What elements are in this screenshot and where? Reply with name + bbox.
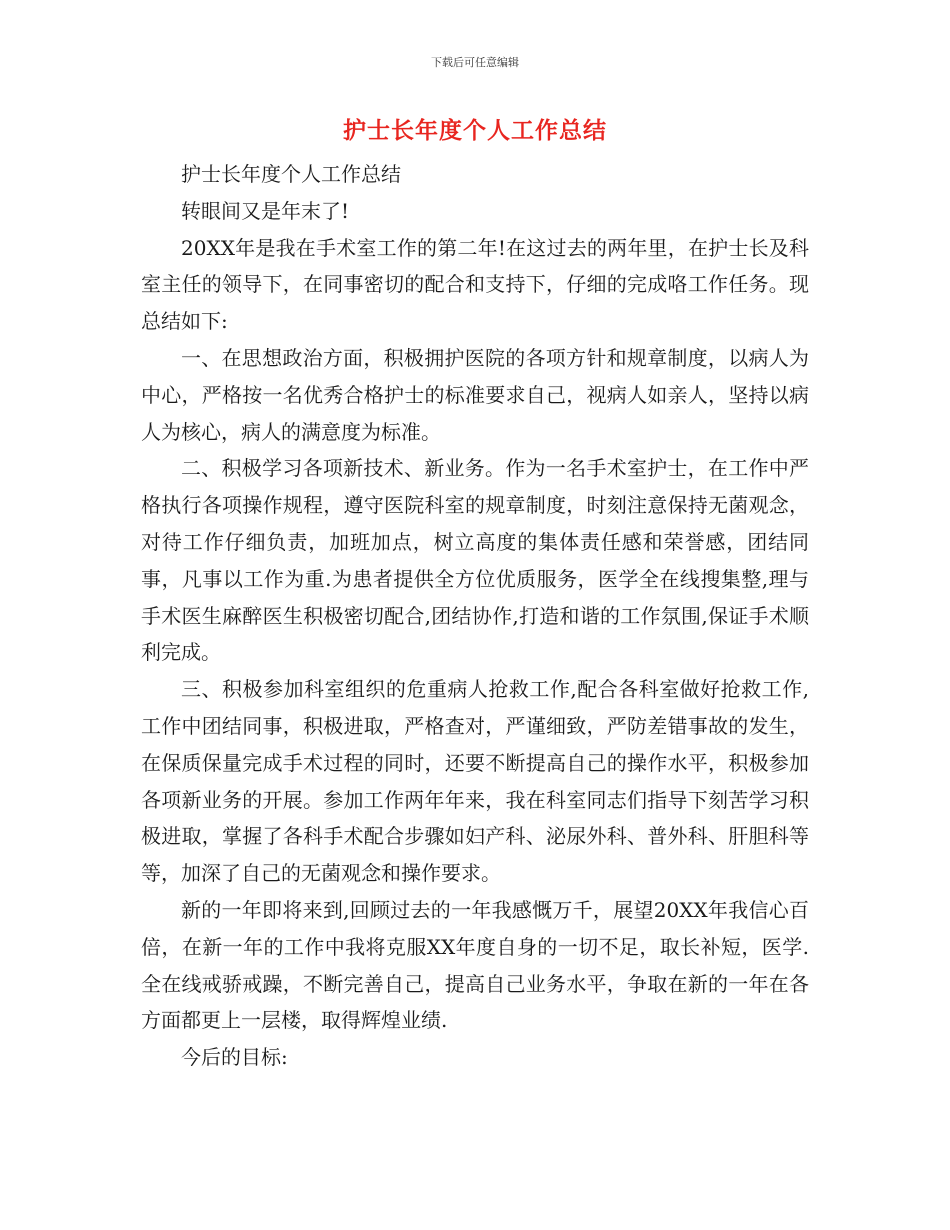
paragraph-section-1: 一、在思想政治方面，积极拥护医院的各项方针和规章制度，以病人为中心，严格按一名优秀合格护士的标准要求自己，视病人如亲人，坚持以病人为核心，病人的满意度为标准。 [141,345,809,444]
download-note: 下载后可任意编辑 [431,56,519,69]
document-body [141,156,809,1076]
document-title: 护士长年度个人工作总结 [343,118,607,144]
paragraph-section-3: 三、积极参加科室组织的危重病人抢救工作,配合各科室做好抢救工作,工作中团结同事，积极进取，严格查对，严谨细致，严防差错事故的发生，在保质保量完成手术过程的同时，还要不断提高自己的操作水平，积极参加各项新业务的开展。参加工作两年年来，我在科室同志们指导下刻苦学习积极进取，掌握了各科手术配合步骤如妇产科、泌尿外科、普外科、肝胆科等等，加深了自己的无菌观念和操作要求。 [141,677,809,886]
paragraph-intro: 20XX年是我在手术室工作的第二年!在这过去的两年里，在护士长及科室主任的领导下，在同事密切的配合和支持下，仔细的完成咯工作任务。现总结如下: [141,235,809,334]
paragraph-opening: 转眼间又是年末了! [181,198,350,223]
paragraph-outlook: 新的一年即将来到,回顾过去的一年我感慨万千，展望20XX年我信心百倍，在新一年的工作中我将克服XX年度自身的一切不足，取长补短，医学.全在线戒骄戒躁，不断完善自己，提高自己业务水平，争取在新的一年在各方面都更上一层楼，取得辉煌业绩. [141,897,809,1033]
paragraph-subtitle: 护士长年度个人工作总结 [181,162,401,186]
paragraph-section-2: 二、积极学习各项新技术、新业务。作为一名手术室护士，在工作中严格执行各项操作规程，遵守医院科室的规章制度，时刻注意保持无菌观念，对待工作仔细负责，加班加点，树立高度的集体责任感和荣誉感，团结同事，凡事以工作为重.为患者提供全方位优质服务，医学全在线搜集整,理与手术医生麻醉医生积极密切配合,团结协作,打造和谐的工作氛围,保证手术顺利完成。 [141,456,809,665]
paragraph-goals: 今后的目标: [181,1045,288,1070]
